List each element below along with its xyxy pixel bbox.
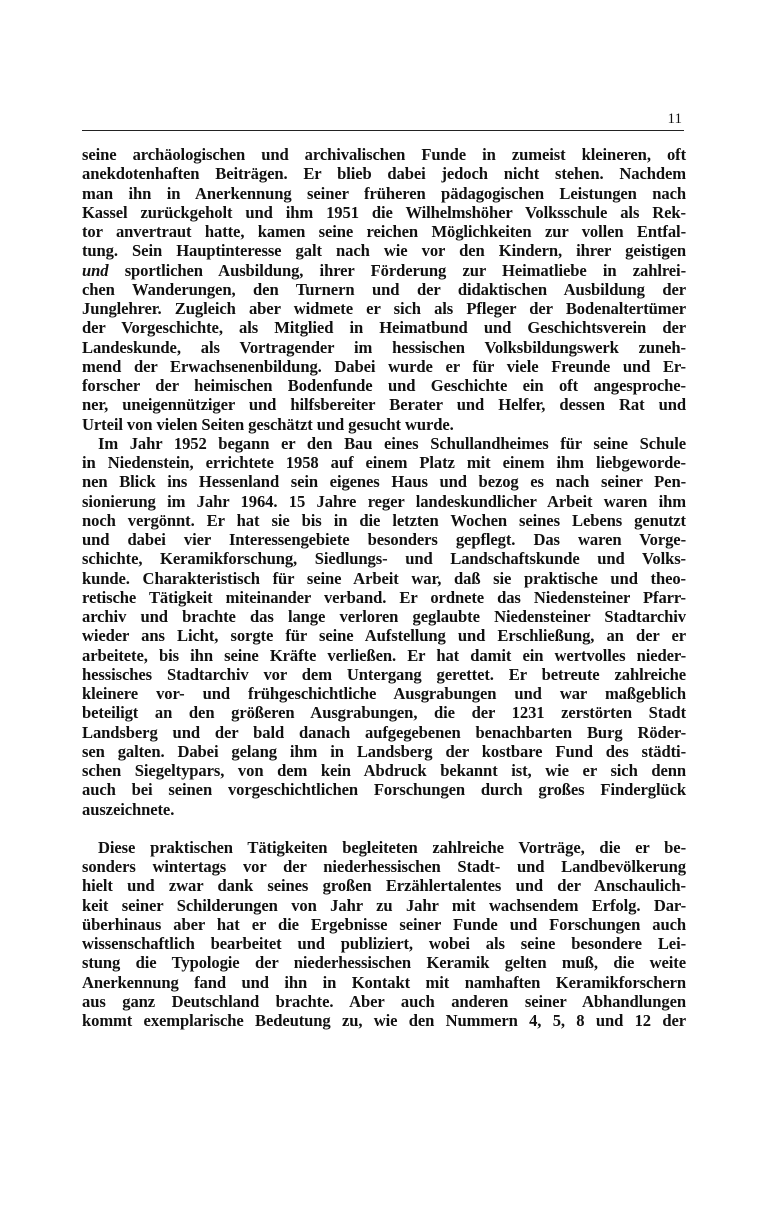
text-line: sionierung im Jahr 1964. 15 Jahre reger landeskundlicher Arbeit waren ihm <box>82 491 686 511</box>
text-line: aus ganz Deutschland brachte. Aber auch anderen seiner Abhandlungen <box>82 991 686 1011</box>
text-line: Urteil von vielen Seiten geschätzt und gesucht wurde. <box>82 414 454 434</box>
paragraph-gap <box>82 819 686 838</box>
text-line: kleinere vor- und frühgeschichtliche Ausgrabungen und war maßgeblich <box>82 684 686 703</box>
text-line: beteiligt an den größeren Ausgrabungen, die der 1231 zerstörten Stadt <box>82 703 686 723</box>
text-line: Landeskunde, als Vortragender im hessischen Volksbildungswerk zuneh- <box>82 337 686 357</box>
text-line: seine archäologischen und archivalischen Funde in zumeist kleineren, oft <box>82 145 686 164</box>
text-line: Kassel zurückgeholt und ihm 1951 die Wilhelmshöher Volksschule als Rek- <box>82 202 686 222</box>
text-line: mend der Erwachsenenbildung. Dabei wurde er für viele Freunde und Er- <box>82 356 686 376</box>
text-line: forscher der heimischen Bodenfunde und Geschichte ein oft angesproche- <box>82 376 686 395</box>
text-line: sonders wintertags vor der niederhessischen Stadt- und Landbevölkerung <box>82 857 686 876</box>
text-line: auch bei seinen vorgeschichtlichen Forschungen durch großes Finderglück <box>82 780 686 800</box>
text-line: sen galten. Dabei gelang ihm in Landsberg der kostbare Fund des städti- <box>82 741 686 761</box>
text-line: arbeitete, bis ihn seine Kräfte verließen. Er hat damit ein wertvolles nieder- <box>82 645 686 665</box>
text-line: retische Tätigkeit miteinander verband. Er ordnete das Niedensteiner Pfarr- <box>82 587 686 607</box>
text-line: Im Jahr 1952 begann er den Bau eines Schullandheimes für seine Schule <box>98 433 686 453</box>
text-line: und dabei vier Interessengebiete besonders gepflegt. Das waren Vorge- <box>82 530 686 549</box>
text-line: chen Wanderungen, den Turnern und der didaktischen Ausbildung der <box>82 279 686 299</box>
text-line: der Vorgeschichte, als Mitglied in Heimatbund und Geschichtsverein der <box>82 318 686 338</box>
emphasized-word: und <box>82 260 109 280</box>
page-number: 11 <box>667 111 682 127</box>
text-line: tor anvertraut hatte, kamen seine reichen Möglichkeiten zur vollen Entfal- <box>82 222 686 241</box>
text-line: wieder ans Licht, sorgte für seine Aufstellung und Erschließung, an der er <box>82 626 686 646</box>
body-text <box>82 145 686 1030</box>
text-line: in Niedenstein, errichtete 1958 auf einem Platz mit einem ihm liebgeworde- <box>82 453 686 472</box>
text-line: stung die Typologie der niederhessischen Keramik gelten muß, die weite <box>82 953 686 973</box>
text-line: noch vergönnt. Er hat sie bis in die letzten Wochen seines Lebens genutzt <box>82 510 686 530</box>
text-line: anekdotenhaften Beiträgen. Er blieb dabei jedoch nicht stehen. Nachdem <box>82 164 686 184</box>
paragraph-2 <box>82 434 686 819</box>
text-line: Landsberg und der bald danach aufgegebenen benachbarten Burg Röder- <box>82 722 686 742</box>
text-line: Diese praktischen Tätigkeiten begleiteten zahlreiche Vorträge, die er be- <box>98 837 686 857</box>
text-line: schen Siegeltypars, von dem kein Abdruck bekannt ist, wie er sich denn <box>82 761 686 780</box>
text-line: hessisches Stadtarchiv vor dem Untergang gerettet. Er betreute zahlreiche <box>82 664 686 684</box>
text-line: wissenschaftlich bearbeitet und publiziert, wobei als seine besondere Lei- <box>82 934 686 953</box>
text-line: kommt exemplarische Bedeutung zu, wie den Nummern 4, 5, 8 und 12 der <box>82 1011 686 1030</box>
text-line: Anerkennung fand und ihn in Kontakt mit namhaften Keramikforschern <box>82 972 686 992</box>
text-line: und sportlichen Ausbildung, ihrer Förderung zur Heimatliebe in zahlrei- <box>82 260 686 280</box>
text-line: nen Blick ins Hessenland sein eigenes Haus und bezog es nach seiner Pen- <box>82 472 686 492</box>
paragraph-3 <box>82 838 686 1031</box>
text-line: tung. Sein Hauptinteresse galt nach wie vor den Kindern, ihrer geistigen <box>82 241 686 261</box>
text-line: auszeichnete. <box>82 799 175 819</box>
text-line: Junglehrer. Zugleich aber widmete er sich als Pfleger der Bodenaltertümer <box>82 299 686 318</box>
page-header <box>82 108 684 131</box>
text-line: hielt und zwar dank seines großen Erzählertalentes und der Anschaulich- <box>82 876 686 896</box>
text-line: ner, uneigennütziger und hilfsbereiter Berater und Helfer, dessen Rat und <box>82 395 686 415</box>
paragraph-1 <box>82 145 686 434</box>
text-line: archiv und brachte das lange verloren geglaubte Niedensteiner Stadtarchiv <box>82 607 686 626</box>
text-line: schichte, Keramikforschung, Siedlungs- und Landschaftskunde und Volks- <box>82 549 686 569</box>
text-line: kunde. Charakteristisch für seine Arbeit war, daß sie praktische und theo- <box>82 568 686 588</box>
text-line: man ihn in Anerkennung seiner früheren pädagogischen Leistungen nach <box>82 183 686 203</box>
text-line: keit seiner Schilderungen von Jahr zu Jahr mit wachsendem Erfolg. Dar- <box>82 895 686 915</box>
text-line: überhinaus aber hat er die Ergebnisse seiner Funde und Forschungen auch <box>82 914 686 934</box>
